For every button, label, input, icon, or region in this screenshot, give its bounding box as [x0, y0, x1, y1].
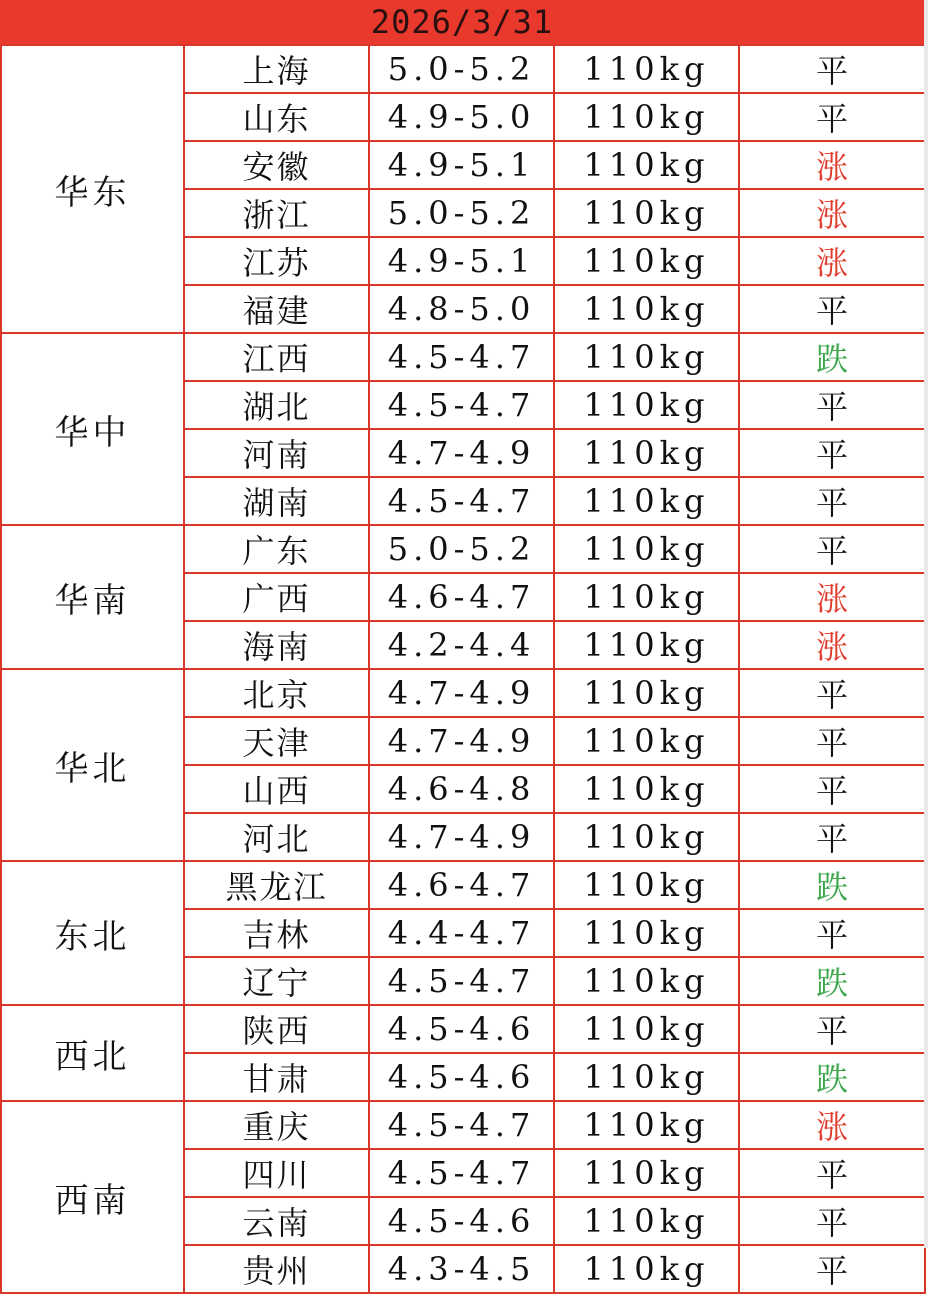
weight-cell: 110kg: [554, 1245, 739, 1293]
province-cell: 北京: [184, 669, 369, 717]
price-cell: 4.4-4.7: [369, 909, 554, 957]
trend-cell: 平: [739, 45, 925, 93]
table-row: [1, 333, 925, 381]
price-cell: 4.6-4.8: [369, 765, 554, 813]
page-edge: [924, 0, 928, 1248]
weight-cell: 110kg: [554, 765, 739, 813]
weight-cell: 110kg: [554, 333, 739, 381]
price-cell: 4.6-4.7: [369, 573, 554, 621]
price-cell: 4.5-4.7: [369, 381, 554, 429]
weight-cell: 110kg: [554, 1101, 739, 1149]
price-cell: 4.5-4.7: [369, 1149, 554, 1197]
weight-cell: 110kg: [554, 813, 739, 861]
province-cell: 福建: [184, 285, 369, 333]
price-cell: 4.7-4.9: [369, 717, 554, 765]
province-cell: 四川: [184, 1149, 369, 1197]
province-cell: 浙江: [184, 189, 369, 237]
region-cell: 华中: [1, 333, 184, 525]
table-row: [1, 861, 925, 909]
weight-cell: 110kg: [554, 621, 739, 669]
trend-cell: 平: [739, 93, 925, 141]
price-cell: 4.7-4.9: [369, 813, 554, 861]
price-cell: 4.5-4.7: [369, 477, 554, 525]
weight-cell: 110kg: [554, 141, 739, 189]
province-cell: 山西: [184, 765, 369, 813]
price-cell: 4.8-5.0: [369, 285, 554, 333]
region-cell: 华东: [1, 45, 184, 333]
price-cell: 4.6-4.7: [369, 861, 554, 909]
price-cell: 4.5-4.7: [369, 957, 554, 1005]
trend-cell: 跌: [739, 333, 925, 381]
weight-cell: 110kg: [554, 1053, 739, 1101]
province-cell: 湖北: [184, 381, 369, 429]
weight-cell: 110kg: [554, 477, 739, 525]
trend-cell: 涨: [739, 1101, 925, 1149]
price-cell: 4.5-4.6: [369, 1005, 554, 1053]
price-cell: 5.0-5.2: [369, 45, 554, 93]
province-cell: 江西: [184, 333, 369, 381]
table-row: [1, 669, 925, 717]
price-cell: 4.7-4.9: [369, 429, 554, 477]
weight-cell: 110kg: [554, 909, 739, 957]
trend-cell: 平: [739, 525, 925, 573]
weight-cell: 110kg: [554, 237, 739, 285]
province-cell: 吉林: [184, 909, 369, 957]
weight-cell: 110kg: [554, 717, 739, 765]
trend-cell: 跌: [739, 861, 925, 909]
date-header: 2026/3/31: [0, 0, 924, 46]
weight-cell: 110kg: [554, 429, 739, 477]
trend-cell: 平: [739, 909, 925, 957]
trend-cell: 平: [739, 477, 925, 525]
weight-cell: 110kg: [554, 525, 739, 573]
province-cell: 天津: [184, 717, 369, 765]
table-row: [1, 1005, 925, 1053]
trend-cell: 涨: [739, 237, 925, 285]
province-cell: 广东: [184, 525, 369, 573]
weight-cell: 110kg: [554, 381, 739, 429]
price-cell: 4.5-4.6: [369, 1053, 554, 1101]
trend-cell: 平: [739, 717, 925, 765]
region-cell: 东北: [1, 861, 184, 1005]
price-cell: 4.5-4.6: [369, 1197, 554, 1245]
region-cell: 华南: [1, 525, 184, 669]
province-cell: 辽宁: [184, 957, 369, 1005]
weight-cell: 110kg: [554, 1005, 739, 1053]
region-cell: 西南: [1, 1101, 184, 1293]
table-row: [1, 525, 925, 573]
trend-cell: 平: [739, 285, 925, 333]
price-cell: 4.2-4.4: [369, 621, 554, 669]
province-cell: 上海: [184, 45, 369, 93]
province-cell: 河南: [184, 429, 369, 477]
weight-cell: 110kg: [554, 1149, 739, 1197]
price-cell: 4.7-4.9: [369, 669, 554, 717]
trend-cell: 平: [739, 813, 925, 861]
province-cell: 云南: [184, 1197, 369, 1245]
province-cell: 河北: [184, 813, 369, 861]
province-cell: 黑龙江: [184, 861, 369, 909]
province-cell: 重庆: [184, 1101, 369, 1149]
price-cell: 4.5-4.7: [369, 1101, 554, 1149]
province-cell: 陕西: [184, 1005, 369, 1053]
trend-cell: 平: [739, 669, 925, 717]
province-cell: 江苏: [184, 237, 369, 285]
province-cell: 甘肃: [184, 1053, 369, 1101]
trend-cell: 平: [739, 1005, 925, 1053]
price-cell: 5.0-5.2: [369, 525, 554, 573]
region-cell: 华北: [1, 669, 184, 861]
weight-cell: 110kg: [554, 93, 739, 141]
trend-cell: 涨: [739, 189, 925, 237]
province-cell: 湖南: [184, 477, 369, 525]
trend-cell: 平: [739, 381, 925, 429]
weight-cell: 110kg: [554, 861, 739, 909]
trend-cell: 平: [739, 765, 925, 813]
province-cell: 安徽: [184, 141, 369, 189]
table-row: [1, 1101, 925, 1149]
price-cell: 4.9-5.1: [369, 237, 554, 285]
price-cell: 4.3-4.5: [369, 1245, 554, 1293]
price-cell: 4.9-5.1: [369, 141, 554, 189]
trend-cell: 平: [739, 1197, 925, 1245]
weight-cell: 110kg: [554, 189, 739, 237]
trend-cell: 跌: [739, 1053, 925, 1101]
weight-cell: 110kg: [554, 285, 739, 333]
province-cell: 海南: [184, 621, 369, 669]
trend-cell: 跌: [739, 957, 925, 1005]
weight-cell: 110kg: [554, 1197, 739, 1245]
table-row: [1, 45, 925, 93]
trend-cell: 涨: [739, 573, 925, 621]
province-cell: 山东: [184, 93, 369, 141]
price-cell: 5.0-5.2: [369, 189, 554, 237]
weight-cell: 110kg: [554, 45, 739, 93]
price-cell: 4.5-4.7: [369, 333, 554, 381]
weight-cell: 110kg: [554, 669, 739, 717]
trend-cell: 平: [739, 1149, 925, 1197]
trend-cell: 涨: [739, 141, 925, 189]
province-cell: 广西: [184, 573, 369, 621]
price-table: [0, 44, 926, 1294]
table-body: [1, 45, 925, 1293]
region-cell: 西北: [1, 1005, 184, 1101]
province-cell: 贵州: [184, 1245, 369, 1293]
weight-cell: 110kg: [554, 957, 739, 1005]
weight-cell: 110kg: [554, 573, 739, 621]
price-cell: 4.9-5.0: [369, 93, 554, 141]
trend-cell: 平: [739, 429, 925, 477]
trend-cell: 平: [739, 1245, 925, 1293]
trend-cell: 涨: [739, 621, 925, 669]
